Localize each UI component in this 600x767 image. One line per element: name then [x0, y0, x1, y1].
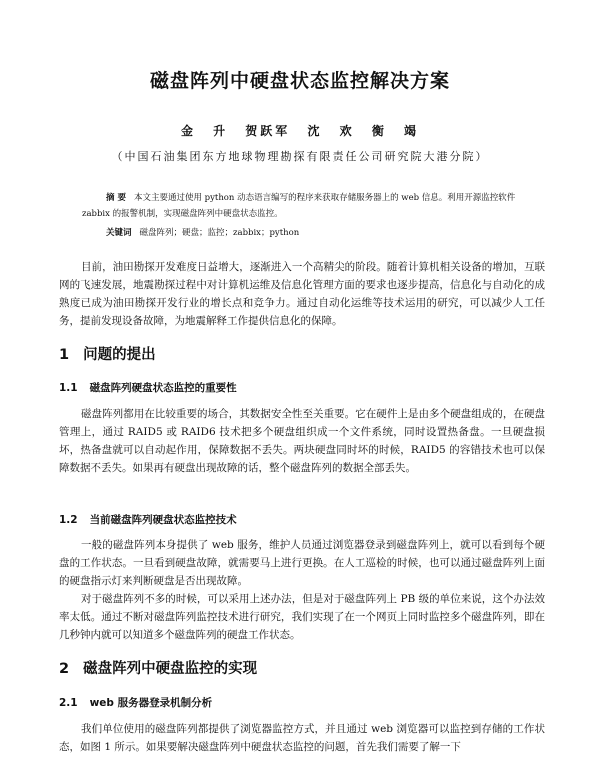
section-1-1-number: 1.1 — [59, 382, 78, 394]
keywords-paragraph — [82, 225, 522, 241]
abstract-block — [82, 190, 522, 241]
author-list: 金 升 贺跃军 沈 欢 衡 竭 — [180, 124, 420, 138]
section-1-2-body — [59, 536, 545, 644]
section-1-title: 问题的提出 — [83, 347, 156, 363]
affiliation: （中国石油集团东方地球物理勘探有限责任公司研究院大港分院） — [111, 150, 489, 163]
section-2-1-title: web 服务器登录机制分析 — [89, 697, 213, 709]
section-1-1-heading — [59, 380, 237, 395]
keywords-label: 关键词 — [106, 228, 132, 238]
section-2-title: 磁盘阵列中硬盘监控的实现 — [83, 661, 258, 677]
abstract-text: 本文主要通过使用 python 动态语言编写的程序来获取存储服务器上的 web 信息。利用开源监控软件 zabbix 的报警机制，实现磁盘阵列中硬盘状态监控。 — [82, 193, 516, 219]
intro-paragraph: 目前，油田勘探开发难度日益增大，逐渐进入一个高精尖的阶段。随着计算机相关设备的增加，互联网的飞速发展，地震勘探过程中对计算机运维及信息化管理方面的要求也逐步提高，信息化与自动化的成熟度已成为油田勘探开发行业的增长点和竞争力。通过自动化运维等技术运用的研究，可以减少人工任务，提前发现设备故障，为地震解释工作提供信息化的保障。 — [59, 261, 545, 327]
abstract-paragraph — [82, 190, 522, 222]
section-2-1-body — [59, 720, 545, 756]
section-1-2-heading — [59, 512, 237, 527]
paper-title: 磁盘阵列中硬盘状态监控解决方案 — [149, 70, 450, 92]
section-1-2-title: 当前磁盘阵列硬盘状态监控技术 — [89, 514, 237, 526]
section-1-2-paragraph-2: 对于磁盘阵列不多的时候，可以采用上述办法，但是对于磁盘阵列上 PB 级的单位来说，这个办法效率太低。通过不断对磁盘阵列监控技术进行研究，我们实现了在一个网页上同时监控多个磁盘阵列，即在几秒钟内就可以知道多个磁盘阵列的硬盘工作状态。 — [59, 593, 545, 641]
intro-section — [59, 258, 545, 330]
section-1-2-paragraph-1: 一般的磁盘阵列本身提供了 web 服务，维护人员通过浏览器登录到磁盘阵列上，就可以看到每个硬盘的工作状态。一旦看到硬盘故障，就需要马上进行更换。在人工巡检的时候，也可以通过磁盘阵列上面的硬盘指示灯来判断硬盘是否出现故障。 — [59, 539, 545, 587]
section-2-1-heading — [59, 695, 212, 710]
section-1-2-number: 1.2 — [59, 514, 78, 526]
section-2-1-paragraph: 我们单位使用的磁盘阵列都提供了浏览器监控方式，并且通过 web 浏览器可以监控到存储的工作状态，如图 1 所示。如果要解决磁盘阵列中硬盘状态监控的问题，首先我们需要了解一下 — [59, 723, 545, 753]
section-1-1-body — [59, 405, 545, 477]
keywords-text: 磁盘阵列；硬盘；监控；zabbix；python — [139, 228, 300, 238]
section-2-1-number: 2.1 — [59, 697, 78, 709]
section-1-heading — [59, 343, 156, 364]
section-1-1-paragraph: 磁盘阵列都用在比较重要的场合，其数据安全性至关重要。它在硬件上是由多个硬盘组成的，在硬盘管理上，通过 RAID5 或 RAID6 技术把多个硬盘组织成一个文件系统，同时设置热备盘。一旦硬盘损坏，热备盘就可以自动起作用，保障数据不丢失。两块硬盘同时坏的时候，RAID5 的容错技术也可以保障数据不丢失。如果再有硬盘出现故障的话，整个磁盘阵列的数据全部丢失。 — [59, 408, 545, 474]
section-1-number: 1 — [59, 347, 70, 363]
abstract-label: 摘 要 — [106, 193, 126, 203]
section-1-1-title: 磁盘阵列硬盘状态监控的重要性 — [89, 382, 237, 394]
section-2-number: 2 — [59, 661, 70, 677]
section-2-heading — [59, 657, 257, 678]
